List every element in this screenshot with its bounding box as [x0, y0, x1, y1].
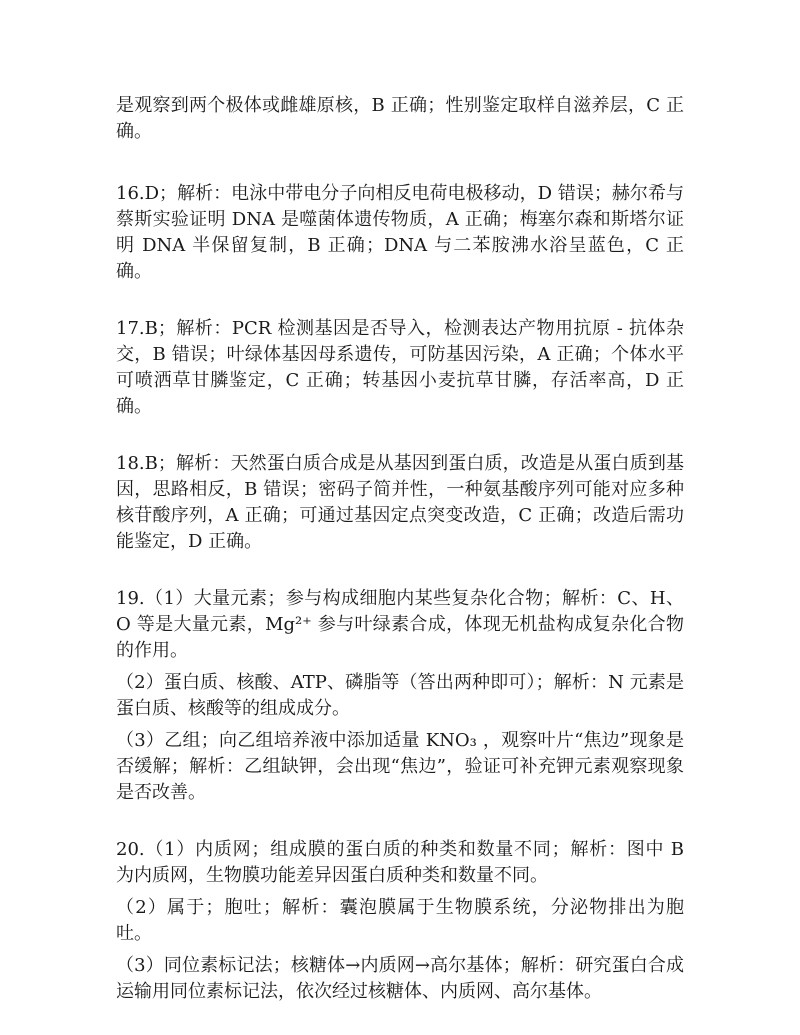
paragraph-q18-answer: 18.B；解析：天然蛋白质合成是从基因到蛋白质，改造是从蛋白质到基因，思路相反，B 错误；密码子简并性，一种氨基酸序列可能对应多种核苷酸序列，A 正确；可通过基因定点突变改造，C 正确；改造后需功能鉴定，D 正确。: [116, 453, 684, 552]
paragraph-q17-answer: 17.B；解析：PCR 检测基因是否导入，检测表达产物用抗原 - 抗体杂交，B 错误；叶绿体基因母系遗传，可防基因污染，A 正确；个体水平可喷洒草甘膦鉴定，C 正确；转基因小麦抗草甘膦，存活率高，D 正确。: [116, 318, 684, 417]
answer-key-content: [116, 93, 684, 1005]
paragraph-q16-answer: 16.D；解析：电泳中带电分子向相反电荷电极移动，D 错误；赫尔希与蔡斯实验证明 DNA 是噬菌体遗传物质，A 正确；梅塞尔森和斯塔尔证明 DNA 半保留复制，B 正确；DNA 与二苯胺沸水浴呈蓝色，C 正确。: [116, 183, 684, 282]
paragraph-q19-part3-answer: （3）乙组；向乙组培养液中添加适量 KNO₃ ，观察叶片“焦边”现象是否缓解；解析：乙组缺钾，会出现“焦边”，验证可补充钾元素观察现象是否改善。: [116, 730, 684, 803]
paragraph-q19-part1-answer: 19.（1）大量元素；参与构成细胞内某些复杂化合物；解析：C、H、O 等是大量元素，Mg²⁺ 参与叶绿素合成，体现无机盐构成复杂化合物的作用。: [116, 588, 684, 661]
paragraph-q15-continuation: 是观察到两个极体或雌雄原核，B 正确；性别鉴定取样自滋养层，C 正确。: [116, 95, 684, 142]
paragraph-q20-part2-answer: （2）属于；胞吐；解析：囊泡膜属于生物膜系统，分泌物排出为胞吐。: [116, 897, 684, 944]
paragraph-q20-part1-answer: 20.（1）内质网；组成膜的蛋白质的种类和数量不同；解析：图中 B 为内质网，生物膜功能差异因蛋白质种类和数量不同。: [116, 839, 684, 886]
paragraph-q20-part3-answer: （3）同位素标记法；核糖体→内质网→高尔基体；解析：研究蛋白合成运输用同位素标记法，依次经过核糖体、内质网、高尔基体。: [116, 955, 684, 1002]
paragraph-q19-part2-answer: （2）蛋白质、核酸、ATP、磷脂等（答出两种即可）；解析：N 元素是蛋白质、核酸等的组成成分。: [116, 672, 684, 719]
